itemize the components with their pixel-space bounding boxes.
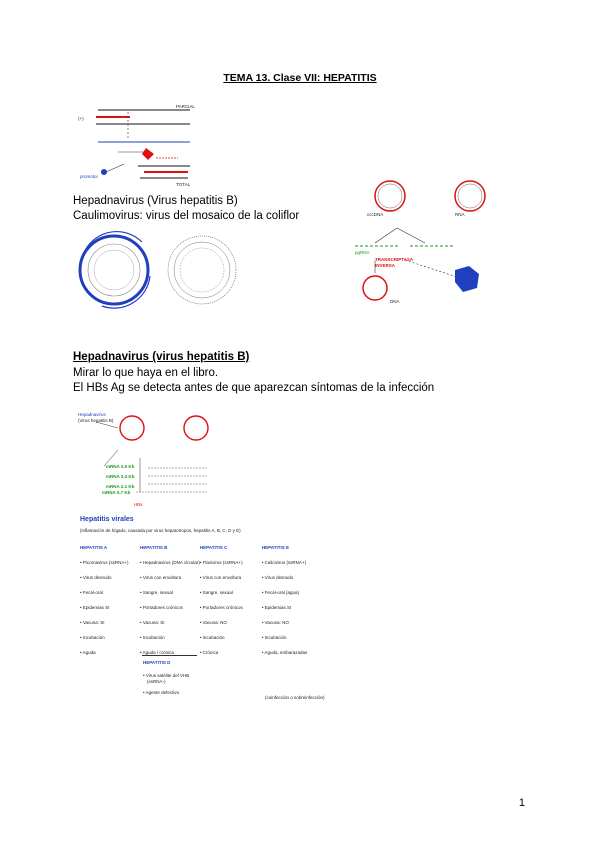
table-row <box>80 635 332 650</box>
hepatitis-table <box>80 545 332 665</box>
table-cell: • Epidemias SI <box>261 605 292 610</box>
label-pregenomic: pgRNA <box>355 250 370 255</box>
label-green-2: mRNA 2.4 Kb <box>106 474 135 479</box>
table-cell: • Virus desnudo <box>80 575 112 580</box>
table-cell: • Picornavirus (ssRNA+) <box>80 560 129 565</box>
table-cell: • Aguda <box>80 650 96 655</box>
table-row <box>80 605 332 620</box>
table-row <box>80 590 332 605</box>
label-red-2: INVERSA <box>375 263 396 268</box>
table-row <box>80 560 332 575</box>
column-header: HEPATITIS E <box>261 545 289 550</box>
table-cell: • Portadores crónicos <box>199 605 243 610</box>
hepadnavirus-line: Hepadnavirus (Virus hepatitis B) <box>73 195 238 207</box>
table-cell: • Vacuna: NO <box>199 620 227 625</box>
table-row <box>80 575 332 590</box>
column-header: HEPATITIS C <box>199 545 228 550</box>
label-right: RNA <box>455 212 465 217</box>
table-cell: • Epidemias SI <box>80 605 110 610</box>
column-header: HEPATITIS A <box>80 545 108 550</box>
label-green-4: mRNA 0.7 Kb <box>102 490 131 495</box>
hepatitis-subheading: (inflamación de hígado, causada por virus hepatotropos, hepatitis A, B, C, D y E) <box>80 528 241 533</box>
table-cell: • Incubación <box>199 635 225 640</box>
hepatitis-d-heading: HEPATITIS D <box>143 660 171 665</box>
label-parcial: PARCIAL <box>176 104 195 109</box>
table-row <box>80 650 332 665</box>
replication-diagram <box>355 178 495 308</box>
label-bottom: DNA <box>390 299 400 304</box>
paragraph-2: El HBs Ag se detecta antes de que aparezcan síntomas de la infección <box>73 382 435 394</box>
hepatitis-d-divider <box>142 655 197 656</box>
table-cell: • Vacuna: SI <box>80 620 105 625</box>
label-promotor: promotor <box>80 174 99 179</box>
label-left: cccDNA <box>367 212 384 217</box>
table-cell: • Flavivirus (ssRNA+) <box>199 560 243 565</box>
table-row <box>80 620 332 635</box>
table-cell: • Virus con envoltura <box>140 575 182 580</box>
hepatitis-footnote: (coinfección o sobreinfección) <box>265 695 325 700</box>
page-title: TEMA 13. Clase VII: HEPATITIS <box>223 72 377 84</box>
section-heading: Hepadnavirus (virus hepatitis B) <box>73 351 250 363</box>
table-cell: • Aguda, embarazadas <box>261 650 308 655</box>
table-cell: • Incubación <box>261 635 287 640</box>
table-cell: • Sangre, sexual <box>140 590 173 595</box>
label-red: HBx <box>134 502 143 507</box>
table-cell: • Sangre, sexual <box>199 590 233 595</box>
hepatitis-d-row-1: • Virus satélite del VHB <box>143 673 190 678</box>
table-cell: • Virus con envoltura <box>199 575 242 580</box>
table-cell: • Fecal-oral (agua) <box>261 590 299 595</box>
hbv-dna-diagram <box>78 100 203 190</box>
table-cell: • Hepadnavirus (DNA circular) <box>140 560 200 565</box>
table-header-row <box>80 545 332 560</box>
mrna-diagram <box>78 410 228 510</box>
label-green-3: mRNA 2.1 Kb <box>106 484 135 489</box>
genome-maps-figure <box>72 228 252 318</box>
hepatitis-d-row-2: • Agente defectivo <box>143 690 180 695</box>
label-green-1: mRNA 3.5 Kb <box>106 464 135 469</box>
table-cell: • Crónica <box>199 650 219 655</box>
column-header: HEPATITIS B <box>140 545 168 550</box>
table-cell: • Incubación <box>140 635 165 640</box>
table-cell: • Vacuna: NO <box>261 620 289 625</box>
page-number: 1 <box>518 797 525 809</box>
table-cell: • Fecal-oral <box>80 590 103 595</box>
table-cell: • Aguda / crónica <box>140 650 174 655</box>
table-cell: • Incubación <box>80 635 105 640</box>
table-cell: • Portadores crónicos <box>140 605 183 610</box>
label-topleft: Hepadnavirus <box>78 412 106 417</box>
hepatitis-d-row-1b: (ssRNA-) <box>147 679 166 684</box>
label-red: TRANSCRIPTASA <box>375 257 414 262</box>
label-left: (+) <box>78 116 84 121</box>
table-cell: • Calicivirus (ssRNA+) <box>261 560 307 565</box>
caulimovirus-line: Caulimovirus: virus del mosaico de la coliflor <box>73 210 300 222</box>
table-cell: • Vacuna: SI <box>140 620 165 625</box>
paragraph-1: Mirar lo que haya en el libro. <box>73 367 219 379</box>
table-cell: • Virus desnudo <box>261 575 294 580</box>
label-total: TOTAL <box>176 182 191 187</box>
hepatitis-heading: Hepatitis virales <box>80 516 134 523</box>
label-topleft-2: (Virus hepatitis B) <box>78 418 114 423</box>
